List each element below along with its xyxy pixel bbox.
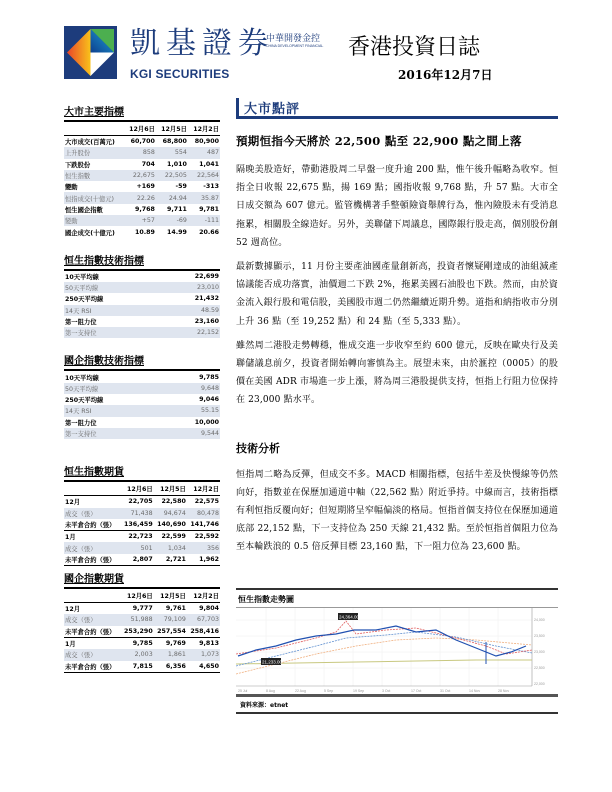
col-header: 12月2日 (187, 482, 220, 496)
table-row: 未平倉合約（張） 2,807 2,721 1,962 (64, 554, 220, 566)
table-row: 恒生國企指數 9,768 9,711 9,781 (65, 205, 219, 214)
svg-text:23,000: 23,000 (534, 650, 545, 654)
table-row: 變動 +169 -59 -313 (65, 183, 219, 192)
table-row: 50天平均線 23,010 (64, 282, 220, 293)
table-row: 恒指成交(十億元) 22.26 24.94 35.87 (64, 192, 220, 203)
table-row: 成交（張） 501 1,034 356 (64, 542, 220, 553)
table-row: 50天平均線 9,648 (64, 383, 220, 394)
svg-text:31 Oct: 31 Oct (440, 689, 451, 693)
hsi-futures-title: 恒生指數期貨 (64, 463, 220, 482)
table-row: 成交（張） 51,988 79,109 67,703 (64, 614, 220, 625)
table-row: 第一支持位 22,152 (64, 327, 220, 338)
svg-text:5 Sep: 5 Sep (324, 689, 334, 693)
table-row: 1月 9,785 9,769 9,813 (64, 637, 220, 649)
svg-text:14 Nov: 14 Nov (469, 689, 481, 693)
hscei-futures-table (64, 589, 220, 673)
table-row: 上升股份 858 554 487 (64, 147, 220, 158)
market-indicators-table (64, 122, 220, 238)
col-header: 12月2日 (188, 122, 220, 136)
col-header: 12月6日 (124, 122, 156, 136)
svg-text:22,500: 22,500 (534, 666, 545, 670)
table-row: 250天平均線 21,432 (65, 295, 219, 304)
col-header: 12月6日 (121, 482, 154, 496)
svg-text:19 Sep: 19 Sep (353, 689, 365, 693)
table-row: 未平倉合約（張） 136,459 140,690 141,746 (65, 520, 219, 529)
table-row: 成交（張） 2,003 1,861 1,073 (64, 649, 220, 660)
hscei-technical-table (64, 371, 220, 439)
svg-text:3 Oct: 3 Oct (382, 689, 391, 693)
svg-text:24,000: 24,000 (534, 618, 545, 622)
table-row: 國企成交(十億元) 10.89 14.99 20.66 (65, 228, 219, 237)
parent-company-en: CHINA DEVELOPMENT FINANCIAL (266, 44, 324, 48)
col-header: 12月6日 (121, 589, 154, 603)
chart-source: 資料來源：etnet (240, 702, 289, 709)
technical-analysis-paragraph: 恒指周二略為反彈，但成交不多。MACD 相關指標，包括牛差及快慢線等仍然向好，指數並在保歷加通道中軸（22,562 點）附近爭持。中線而言，技術指標有利恒指反覆向好；但短期將呈窄幅偏淡的格局。恒指首個支持位在保歷加通道底部 22,152 點，下一支持位為 250 天線 21,432 點。至於恒指首個阻力位為至本輪跌浪的 0.5 倍反彈目標 23,160 點，下一阻力位為 23,600 點。 (236, 469, 558, 553)
kgi-logo (64, 26, 117, 79)
brand-name-cn: 凱基證券 (130, 26, 274, 61)
svg-text:25 Jul: 25 Jul (238, 689, 248, 693)
hscei-futures-title: 國企指數期貨 (64, 570, 220, 589)
hsi-technical-title: 恒生指數技術指標 (64, 252, 220, 271)
table-row: 變動 +57 -69 -111 (64, 215, 220, 226)
table-row: 未平倉合約（張） 253,290 257,554 258,416 (65, 627, 219, 636)
hsi-technical-table (64, 271, 220, 339)
table-row: 12月 22,705 22,580 22,575 (65, 498, 219, 507)
svg-text:8 Aug: 8 Aug (266, 689, 275, 693)
table-row: 14天 RSI 48.59 (64, 305, 220, 316)
report-title: 香港投資日誌 (348, 35, 481, 60)
headline: 預期恒指今天將於 22,500 點至 22,900 點之間上落 (236, 134, 522, 148)
hscei-technical-title: 國企指數技術指標 (64, 352, 220, 371)
table-row: 10天平均線 9,785 (65, 373, 219, 382)
table-row: 12月 9,777 9,761 9,804 (65, 605, 219, 614)
table-row: 10天平均線 22,699 (65, 272, 219, 281)
svg-text:17 Oct: 17 Oct (411, 689, 422, 693)
table-row: 下跌股份 704 1,010 1,041 (65, 160, 219, 169)
chart-title: 恒生指數走勢圖 (238, 595, 294, 604)
svg-text:22,000: 22,000 (534, 682, 545, 686)
svg-text:28 Nov: 28 Nov (498, 689, 510, 693)
table-row: 成交（張） 71,438 94,674 80,478 (64, 508, 220, 519)
divider (236, 588, 558, 590)
col-header: 12月2日 (187, 589, 220, 603)
chart-low-label: 21,233.00 (262, 659, 283, 665)
col-header: 12月5日 (156, 122, 188, 136)
divider (236, 712, 558, 714)
svg-text:23,500: 23,500 (534, 634, 545, 638)
svg-text:22 Aug: 22 Aug (295, 689, 306, 693)
chart-svg (236, 608, 558, 694)
hsi-futures-table (64, 482, 220, 566)
table-row: 第一支持位 9,544 (64, 428, 220, 439)
table-row: 14天 RSI 55.15 (64, 405, 220, 416)
table-row: 第一阻力位 10,000 (65, 418, 219, 427)
table-row: 未平倉合約（張） 7,815 6,356 4,650 (64, 661, 220, 673)
parent-company-cn: 中華開發金控 (266, 34, 321, 44)
table-row: 第一阻力位 23,160 (65, 318, 219, 326)
chart-high-label: 24,364.00 (339, 614, 360, 620)
table-row: 恒生指數 22,675 22,505 22,564 (64, 170, 220, 181)
report-date: 2016年12月7日 (398, 68, 493, 82)
main-content (236, 98, 558, 557)
col-header: 12月5日 (154, 482, 187, 496)
left-sidebar (64, 103, 220, 673)
table-row: 250天平均線 9,046 (65, 396, 219, 405)
paragraph: 雖然周二港股走勢轉穩，惟成交進一步收窄至約 600 億元，反映在歐央行及美聯儲議息前夕，投資者開始轉向審慎為主。展望未來，由於滙控（0005）的股價在美國 ADR 市場進一步上漲，將為周三港股提供支持，恒指上行阻力位保持在 23,000 點水平。 (236, 340, 558, 406)
market-indicators-title: 大市主要指標 (64, 103, 220, 122)
paragraph: 最新數據顯示，11 月份主要產油國產量創新高，投資者懷疑剛達成的油組減產協議能否成功落實，油價週二下跌 2%，拖累美國石油股也下跌。然而，由於資金流入銀行股和電信股，美國股市週二仍然繼續近期升勢。道指和納指收市分別上升 36 點（至 19,252 點）和 24 點（至 5,333 點）。 (236, 262, 558, 327)
paragraph: 隔晚美股造好，帶動港股周二早盤一度升逾 200 點，惟午後升幅略為收窄。恒指全日收報 22,675 點，揚 169 點；國指收報 9,768 點，升 57 點。大市全日成交額為 607 億元。監管機構著手整頓險資舉牌行為，惟內險股未有受消息拖累，相關股全線造好。另外，美聯儲下周議息，國際銀行股走高，個別股份創 52 週高位。 (236, 165, 558, 248)
table-row: 1月 22,723 22,599 22,592 (64, 531, 220, 543)
hsi-chart (236, 607, 558, 694)
table-row: 大市成交(百萬元) 60,700 68,800 80,900 (65, 138, 219, 147)
market-commentary-heading: 大市點評 (236, 98, 558, 119)
col-header: 12月5日 (154, 589, 187, 603)
hsi-chart-box (236, 588, 558, 714)
commentary-body (236, 161, 558, 410)
brand-name-en: KGI SECURITIES (130, 67, 230, 81)
technical-analysis-title: 技術分析 (236, 441, 280, 455)
